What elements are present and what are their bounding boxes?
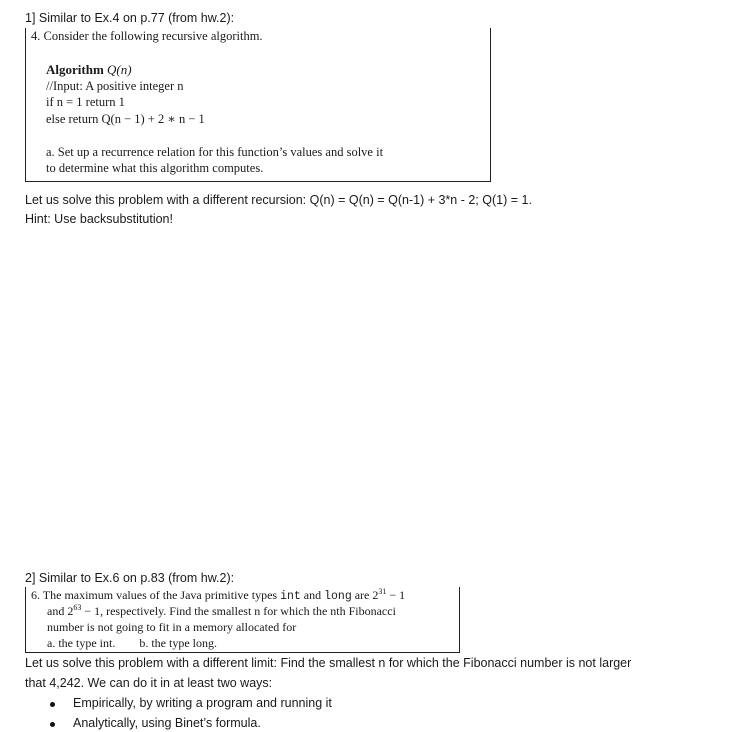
problem2-heading: 2] Similar to Ex.6 on p.83 (from hw.2): <box>25 571 235 585</box>
algorithm-header <box>46 62 132 78</box>
problem1-hint: Hint: Use backsubstitution! <box>25 212 173 226</box>
problem2-instruction-line2: that 4,242. We can do it in at least two ways: <box>25 676 273 690</box>
problem2-excerpt-box <box>25 587 460 653</box>
problem1-part-a-line1: a. Set up a recurrence relation for this function’s values and solve it <box>46 145 384 159</box>
algorithm-else-line: else return Q(n − 1) + 2 ∗ n − 1 <box>46 112 205 126</box>
problem2-line2 <box>47 604 396 619</box>
exponent-63: 63 <box>73 603 82 612</box>
algorithm-name: Q(n) <box>107 62 132 77</box>
algorithm-keyword: Algorithm <box>46 62 104 77</box>
problem2-line3: number is not going to fit in a memory allocated for <box>47 620 297 634</box>
problem2-line1 <box>31 588 405 603</box>
exponent-31: 31 <box>378 587 387 596</box>
problem2-line1-end: are 2 <box>354 588 379 602</box>
problem1-excerpt-box <box>25 28 491 182</box>
type-long-label: long <box>324 590 352 603</box>
problem2-line1-start: 6. The maximum values of the Java primitive types <box>31 588 278 602</box>
and-word: and <box>303 588 322 602</box>
bullet-item-empirical: Empirically, by writing a program and running it <box>73 696 332 710</box>
problem2-parts <box>47 636 217 651</box>
minus-one: − 1 <box>386 588 406 602</box>
problem2-part-b: b. the type long. <box>139 636 217 650</box>
bullet-item-analytical: Analytically, using Binet’s formula. <box>73 716 261 730</box>
algorithm-input-comment: //Input: A positive integer n <box>46 79 184 93</box>
type-int-label: int <box>280 590 301 603</box>
problem1-instruction: Let us solve this problem with a different recursion: Q(n) = Q(n) = Q(n-1) + 3*n - 2; Q(1) = 1. <box>25 193 532 207</box>
problem2-line2-end: − 1, respectively. Find the smallest n for which the nth Fibonacci <box>81 604 396 618</box>
problem1-intro: 4. Consider the following recursive algorithm. <box>31 29 263 43</box>
bullet-icon <box>50 702 55 707</box>
algorithm-if-line: if n = 1 return 1 <box>46 95 125 109</box>
problem2-part-a: a. the type int. <box>47 636 116 650</box>
bullet-icon <box>50 722 55 727</box>
problem2-instruction-line1: Let us solve this problem with a different limit: Find the smallest n for which the Fibonacci number is not larger <box>25 656 632 670</box>
problem2-line2-start: and 2 <box>47 604 74 618</box>
problem1-heading: 1] Similar to Ex.4 on p.77 (from hw.2): <box>25 11 235 25</box>
problem1-part-a-line2: to determine what this algorithm computes. <box>46 161 264 175</box>
